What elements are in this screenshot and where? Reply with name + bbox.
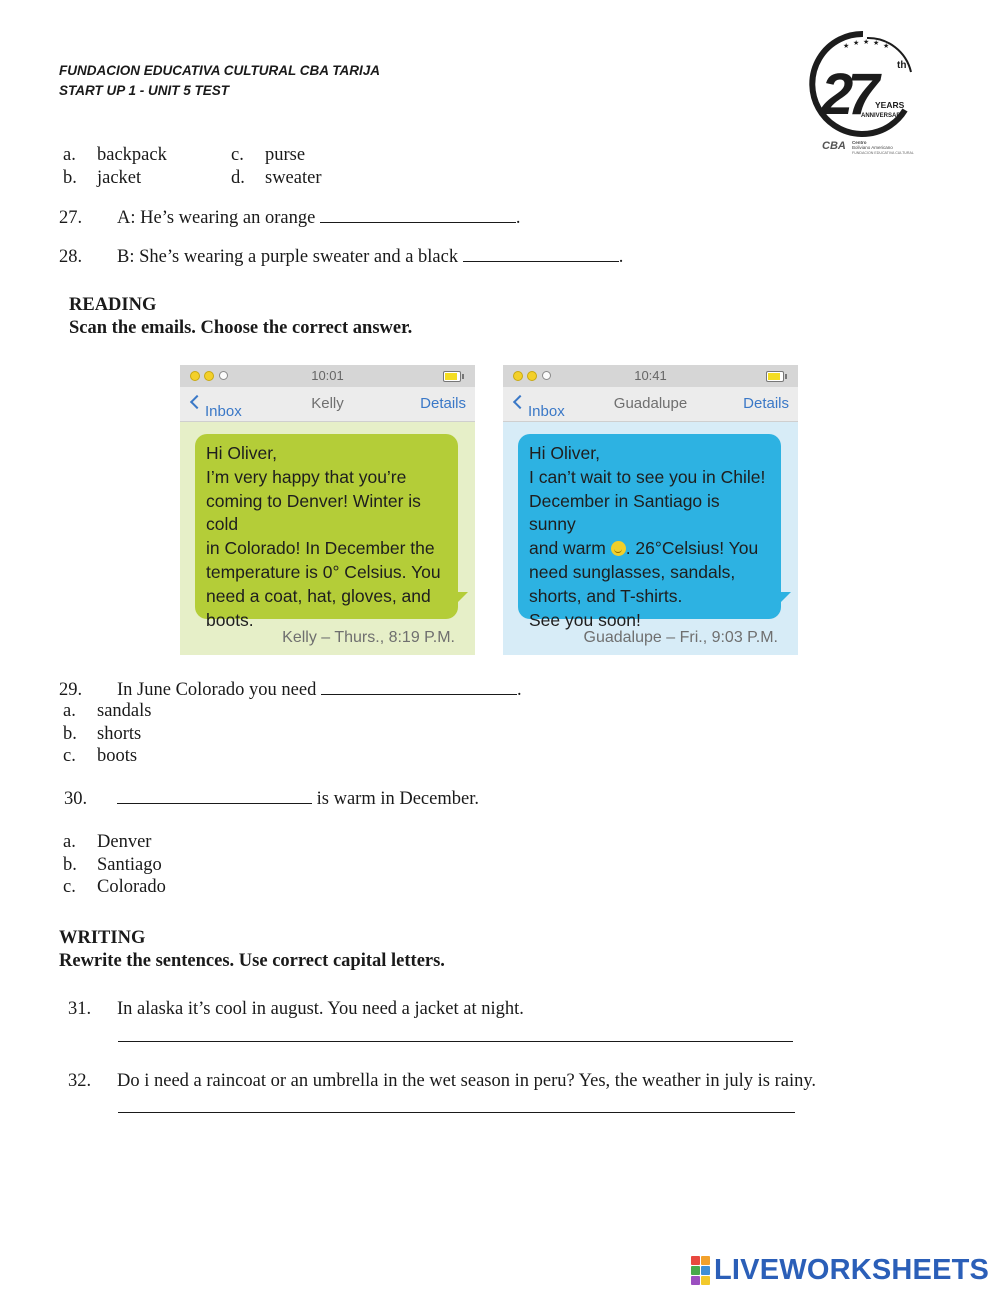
- option-row: [63, 144, 305, 166]
- test-title: START UP 1 - UNIT 5 TEST: [59, 83, 230, 98]
- battery-icon: [443, 371, 461, 382]
- option-letter: b.: [63, 724, 77, 744]
- option-text: sandals: [97, 701, 152, 721]
- question-number: 32.: [68, 1071, 92, 1091]
- question-text: In alaska it’s cool in august. You need a jacket at night.: [117, 999, 524, 1019]
- nav-bar: [180, 387, 475, 422]
- logo-org1: Centro: [852, 140, 867, 145]
- contact-name: Kelly: [311, 395, 344, 412]
- option-letter: b.: [63, 855, 77, 875]
- message-line: need a coat, hat, gloves, and: [206, 585, 431, 606]
- logo-sup: th: [897, 60, 907, 71]
- details-button[interactable]: Details: [420, 395, 466, 412]
- inbox-label: Inbox: [528, 403, 565, 420]
- message-line: need sunglasses, sandals,: [529, 561, 736, 582]
- option-letter: a.: [63, 701, 76, 721]
- contact-name: Guadalupe: [613, 395, 688, 412]
- option-item[interactable]: [63, 876, 166, 898]
- status-time: 10:01: [311, 368, 344, 383]
- message-line: shorts, and T-shirts.: [529, 585, 683, 606]
- question-text: A: He’s wearing an orange: [117, 208, 316, 228]
- anniversary-logo: [805, 28, 925, 158]
- answer-blank-29[interactable]: [321, 678, 517, 695]
- option-letter: b.: [63, 168, 77, 188]
- message-line: See you soon!: [529, 609, 641, 630]
- message-line: I’m very happy that you’re: [206, 466, 407, 487]
- option-item[interactable]: [63, 700, 151, 722]
- svg-text:★: ★: [863, 38, 870, 46]
- question-text: In June Colorado you need: [117, 680, 317, 700]
- smiley-icon: [611, 541, 626, 556]
- svg-text:★: ★: [853, 39, 860, 47]
- writing-title: WRITING: [59, 928, 146, 948]
- message-fragment: . 26°Celsius! You: [625, 538, 759, 559]
- bubble-tail: [777, 592, 791, 606]
- option-letter: a.: [63, 145, 76, 165]
- question-31: [68, 998, 524, 1020]
- question-28: [59, 245, 623, 268]
- message-bubble: [195, 434, 458, 630]
- question-number: 28.: [59, 247, 83, 267]
- message-fragment: and warm: [529, 538, 611, 559]
- battery-icon: [766, 371, 784, 382]
- answer-blank-27[interactable]: [320, 206, 516, 223]
- answer-blank-28[interactable]: [463, 245, 619, 262]
- question-29: [59, 678, 522, 701]
- logo-anniversary: ANNIVERSARY: [861, 113, 905, 119]
- question-30: [64, 787, 479, 810]
- answer-line-31[interactable]: [118, 1041, 793, 1042]
- option-item[interactable]: [63, 854, 162, 876]
- option-text: sweater: [265, 168, 322, 188]
- option-letter: c.: [63, 877, 76, 897]
- school-name: FUNDACION EDUCATIVA CULTURAL CBA TARIJA: [59, 63, 380, 78]
- question-text: B: She’s wearing a purple sweater and a black: [117, 247, 459, 267]
- answer-line-32[interactable]: [118, 1112, 795, 1113]
- message-signature: Kelly – Thurs., 8:19 P.M.: [282, 629, 455, 646]
- status-time: 10:41: [634, 368, 667, 383]
- question-number: 31.: [68, 999, 92, 1019]
- anniversary-emblem-icon: [805, 28, 925, 158]
- svg-text:★: ★: [843, 42, 850, 50]
- message-line: in Colorado! In December the: [206, 538, 435, 559]
- question-32: [68, 1070, 816, 1092]
- reading-instruction: Scan the emails. Choose the correct answer.: [69, 318, 413, 338]
- option-letter: c.: [231, 145, 244, 165]
- question-number: 29.: [59, 680, 83, 700]
- status-bar: [180, 365, 475, 387]
- message-line: I can’t wait to see you in Chile!: [529, 466, 766, 487]
- writing-instruction: Rewrite the sentences. Use correct capital letters.: [59, 951, 445, 971]
- option-row: [63, 167, 322, 189]
- logo-org3: FUNDACION EDUCATIVA CULTURAL: [852, 151, 914, 155]
- message-line: Hi Oliver,: [206, 443, 277, 463]
- logo-cba: CBA: [822, 140, 846, 152]
- option-letter: d.: [231, 168, 245, 188]
- logo-number: 27: [821, 62, 874, 127]
- message-line: December in Santiago is sunny: [529, 490, 720, 535]
- message-body: [503, 422, 798, 655]
- question-number: 27.: [59, 208, 83, 228]
- message-signature: Guadalupe – Fri., 9:03 P.M.: [583, 629, 778, 646]
- option-text: purse: [265, 145, 306, 165]
- svg-text:★: ★: [883, 42, 890, 50]
- option-text: Colorado: [97, 877, 166, 897]
- liveworksheets-logo: [691, 1255, 989, 1285]
- message-guadalupe: [503, 365, 798, 655]
- option-text: shorts: [97, 724, 142, 744]
- message-line: boots.: [206, 609, 254, 630]
- option-text: Denver: [97, 832, 152, 852]
- svg-text:★: ★: [873, 39, 880, 47]
- question-text: is warm in December.: [316, 789, 479, 809]
- bubble-tail: [454, 592, 468, 606]
- status-bar: [503, 365, 798, 387]
- option-text: backpack: [97, 145, 167, 165]
- option-letter: a.: [63, 832, 76, 852]
- punctuation: .: [618, 247, 624, 267]
- punctuation: .: [516, 680, 522, 700]
- nav-bar: [503, 387, 798, 422]
- message-kelly: [180, 365, 475, 655]
- option-text: boots: [97, 746, 138, 766]
- logo-org2: Boliviano Americano: [852, 145, 893, 150]
- option-letter: c.: [63, 746, 76, 766]
- inbox-label: Inbox: [205, 403, 242, 420]
- message-line: [529, 537, 770, 561]
- message-body: [180, 422, 475, 655]
- question-number: 30.: [64, 789, 88, 809]
- message-line: coming to Denver! Winter is cold: [206, 490, 421, 535]
- option-text: Santiago: [97, 855, 162, 875]
- option-item[interactable]: [63, 831, 151, 853]
- option-item[interactable]: [63, 745, 137, 767]
- question-27: [59, 206, 521, 229]
- reading-title: READING: [69, 295, 157, 315]
- message-line: Hi Oliver,: [529, 443, 600, 463]
- message-line: temperature is 0° Celsius. You: [206, 561, 441, 582]
- answer-blank-30[interactable]: [117, 787, 312, 804]
- option-item[interactable]: [63, 723, 141, 745]
- tiles-icon: [691, 1256, 710, 1285]
- brand-name: LIVEWORKSHEETS: [714, 1253, 990, 1286]
- logo-years: YEARS: [875, 100, 905, 110]
- question-text: Do i need a raincoat or an umbrella in the wet season in peru? Yes, the weather in july is rainy.: [117, 1071, 817, 1091]
- option-text: jacket: [97, 168, 142, 188]
- details-button[interactable]: Details: [743, 395, 789, 412]
- punctuation: .: [515, 208, 521, 228]
- message-bubble: [518, 434, 781, 630]
